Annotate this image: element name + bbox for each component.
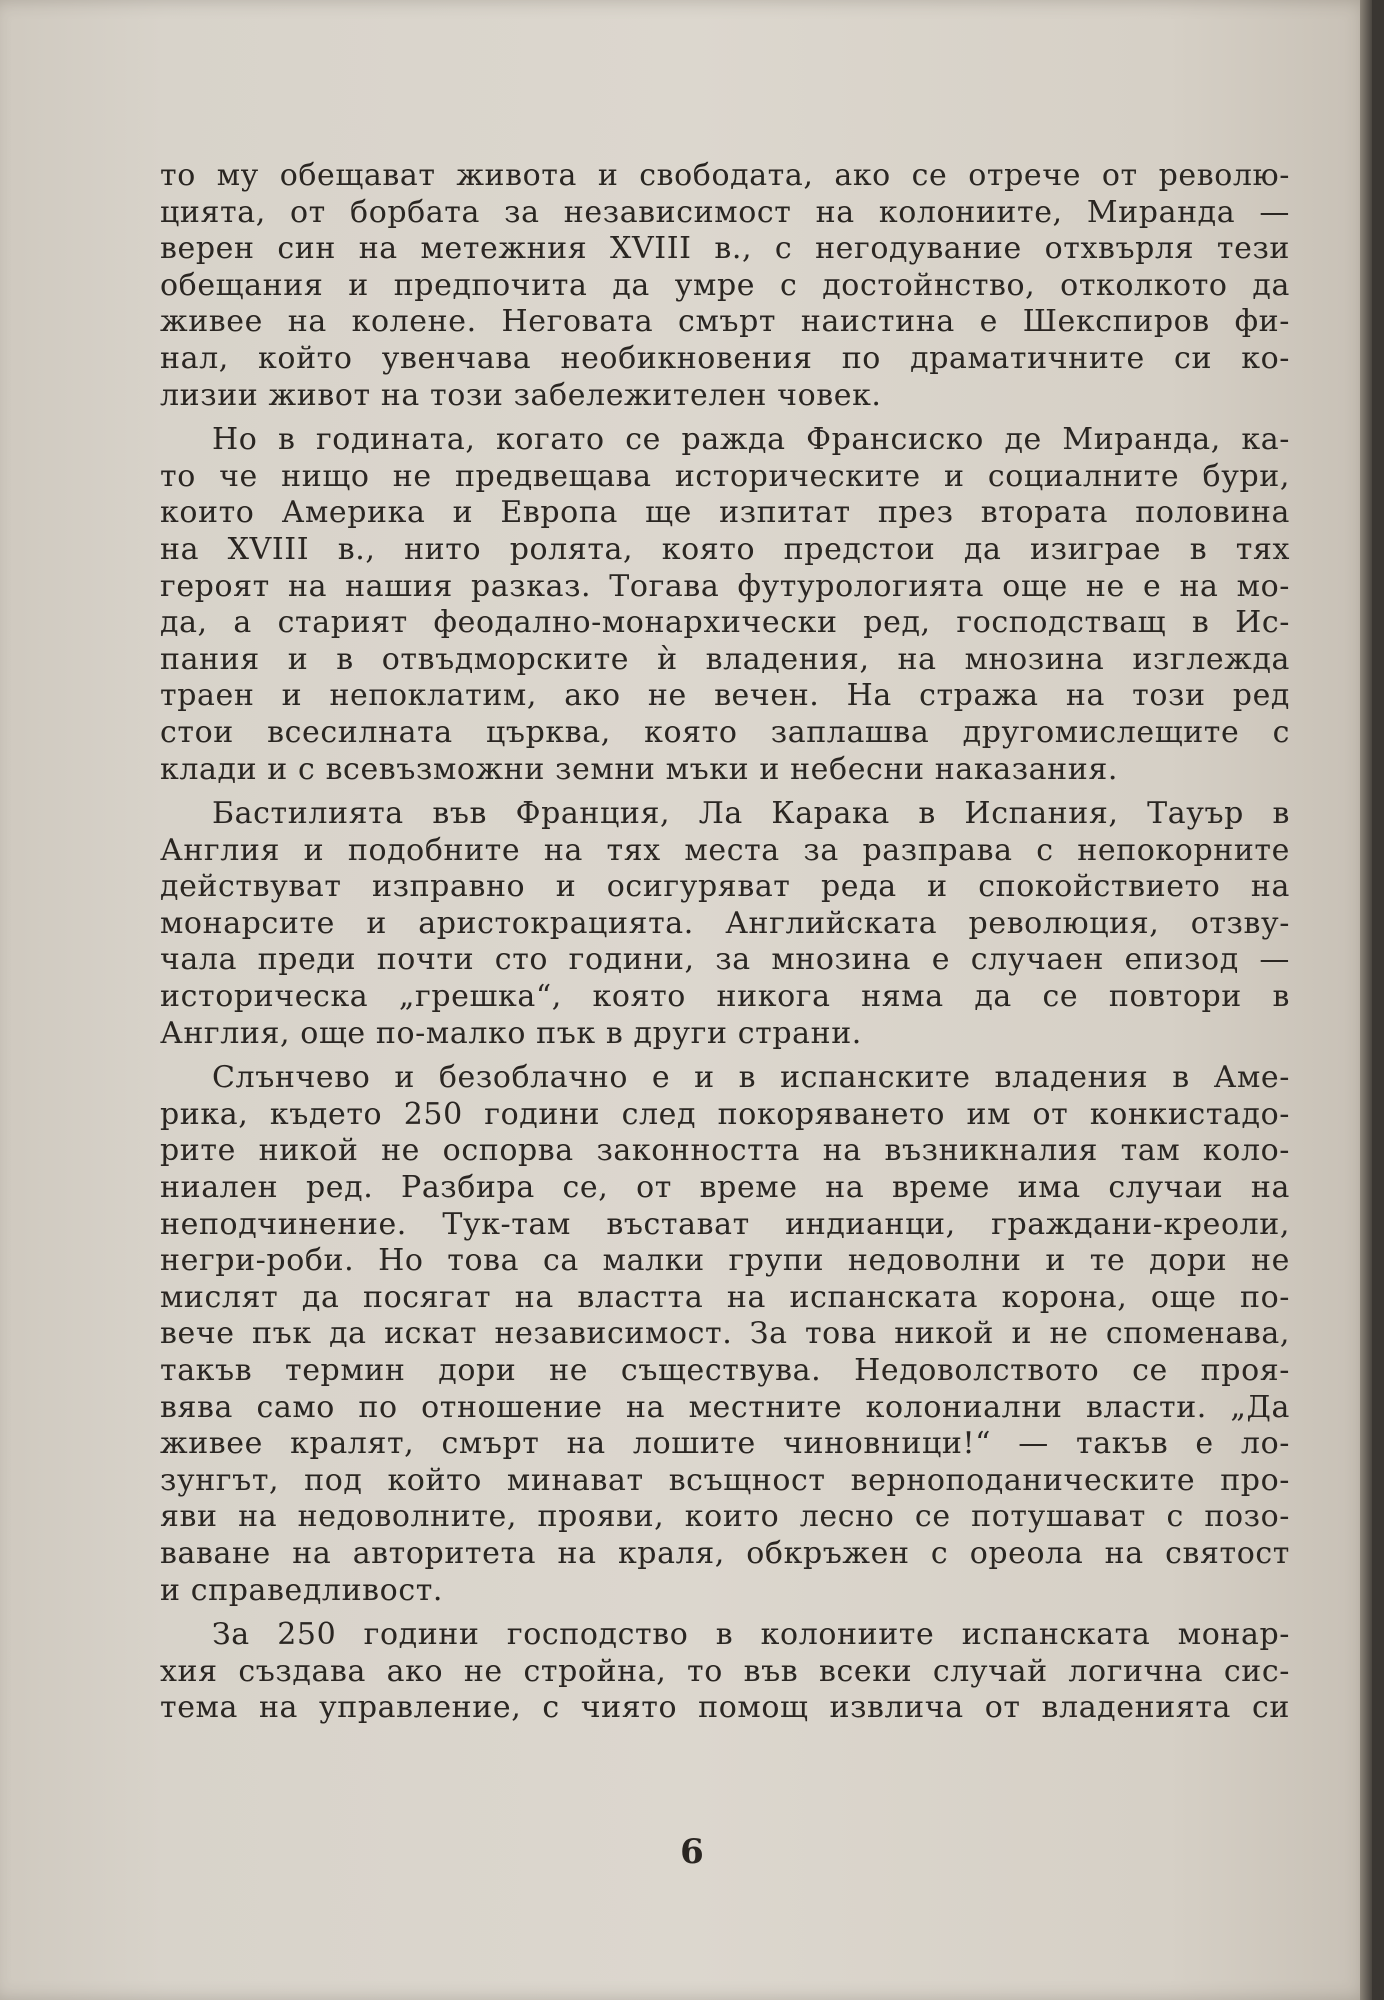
text-line: рите никой не оспорва законността на възникналия там коло- bbox=[160, 1133, 1290, 1169]
text-line: мислят да посягат на властта на испанската корона, още по- bbox=[160, 1279, 1290, 1315]
text-line: и справедливост. bbox=[160, 1572, 444, 1608]
text-line: героят на нашия разказ. Тогава футурологията още не е на мо- bbox=[160, 568, 1290, 604]
text-line: верен син на метежния XVIII в., с негодувание отхвърля тези bbox=[160, 231, 1290, 267]
text-line: такъв термин дори не съществува. Недоволството се проя- bbox=[160, 1353, 1290, 1388]
text-line: действуват изправно и осигуряват реда и спокойствието на bbox=[160, 869, 1290, 905]
text-line: пания и в отвъдморските ѝ владения, на мнозина изглежда bbox=[160, 641, 1290, 677]
text-line: вече пък да искат независимост. За това никой и не споменава, bbox=[160, 1316, 1290, 1352]
body-text bbox=[160, 158, 1290, 1727]
text-line: то че нищо не предвещава историческите и социалните бури, bbox=[160, 458, 1290, 494]
text-line: които Америка и Европа ще изпитат през втората половина bbox=[160, 495, 1290, 531]
text-line: чала преди почти сто години, за мнозина е случаен епизод — bbox=[160, 942, 1290, 978]
page-number: 6 bbox=[680, 1832, 704, 1872]
paragraph-gap bbox=[160, 1609, 1290, 1617]
paragraph bbox=[160, 1060, 1290, 1609]
text-line: траен и непоклатим, ако не вечен. На стража на този ред bbox=[160, 678, 1290, 714]
text-line: историческа „грешка“, която никога няма да се повтори в bbox=[160, 979, 1290, 1015]
text-line: да, а старият феодално-монархически ред, господстващ в Ис- bbox=[160, 605, 1290, 641]
text-line: тема на управление, с чиято помощ извлича от владенията си bbox=[160, 1690, 1290, 1726]
paragraph-gap bbox=[160, 414, 1290, 422]
paragraph bbox=[160, 796, 1290, 1052]
text-line: Бастилията във Франция, Ла Карака в Испания, Тауър в bbox=[212, 796, 1290, 832]
text-line: клади и с всевъзможни земни мъки и небесни наказания. bbox=[160, 751, 1118, 787]
text-line: вява само по отношение на местните колониални власти. „Да bbox=[160, 1389, 1290, 1425]
text-line: лизии живот на този забележителен човек. bbox=[160, 377, 882, 413]
text-line: зунгът, под който минават всъщност верноподаническите про- bbox=[160, 1462, 1290, 1498]
paragraph-gap bbox=[160, 1052, 1290, 1060]
text-line: ниален ред. Разбира се, от време на време има случаи на bbox=[160, 1170, 1290, 1206]
text-line: хия създава ако не стройна, то във всеки случай логична сис- bbox=[160, 1653, 1290, 1689]
text-line: яви на недоволните, прояви, които лесно се потушават с позо- bbox=[160, 1499, 1290, 1535]
text-line: цията, от борбата за независимост на колониите, Миранда — bbox=[160, 194, 1290, 230]
text-line: неподчинение. Тук-там въстават индианци, граждани-креоли, bbox=[160, 1206, 1290, 1242]
page-edge-shadow bbox=[1360, 0, 1372, 2000]
text-line: обещания и предпочита да умре с достойнство, отколкото да bbox=[160, 267, 1290, 303]
text-line: негри-роби. Но това са малки групи недоволни и те дори не bbox=[160, 1243, 1290, 1279]
text-line: живее на колене. Неговата смърт наистина е Шекспиров фи- bbox=[160, 304, 1290, 340]
text-line: то му обещават живота и свободата, ако се отрече от револю- bbox=[160, 158, 1290, 193]
paragraph bbox=[160, 422, 1290, 788]
text-line: ваване на авторитета на краля, обкръжен с ореола на святост bbox=[160, 1535, 1290, 1571]
text-line: За 250 години господство в колониите испанската монар- bbox=[212, 1617, 1290, 1653]
text-line: Англия, още по-малко пък в други страни. bbox=[160, 1015, 862, 1051]
text-line: Слънчево и безоблачно е и в испанските владения в Аме- bbox=[212, 1060, 1290, 1096]
paragraph-gap bbox=[160, 788, 1290, 796]
text-line: рика, където 250 години след покоряването им от конкистадо- bbox=[160, 1096, 1290, 1132]
text-line: стои всесилната църква, която заплашва другомислещите с bbox=[160, 714, 1290, 750]
text-line: Англия и подобните на тях места за разправа с непокорните bbox=[160, 832, 1290, 868]
text-line: живее кралят, смърт на лошите чиновници!“ — такъв е ло- bbox=[160, 1426, 1290, 1462]
paragraph bbox=[160, 158, 1290, 414]
text-line: нал, който увенчава необикновения по драматичните си ко- bbox=[160, 340, 1290, 376]
text-line: Но в годината, когато се ражда Франсиско де Миранда, ка- bbox=[212, 422, 1290, 458]
paragraph bbox=[160, 1617, 1290, 1727]
text-line: монарсите и аристокрацията. Английската революция, отзву- bbox=[160, 905, 1290, 941]
text-line: на XVIII в., нито ролята, която предстои да изиграе в тях bbox=[160, 531, 1290, 567]
